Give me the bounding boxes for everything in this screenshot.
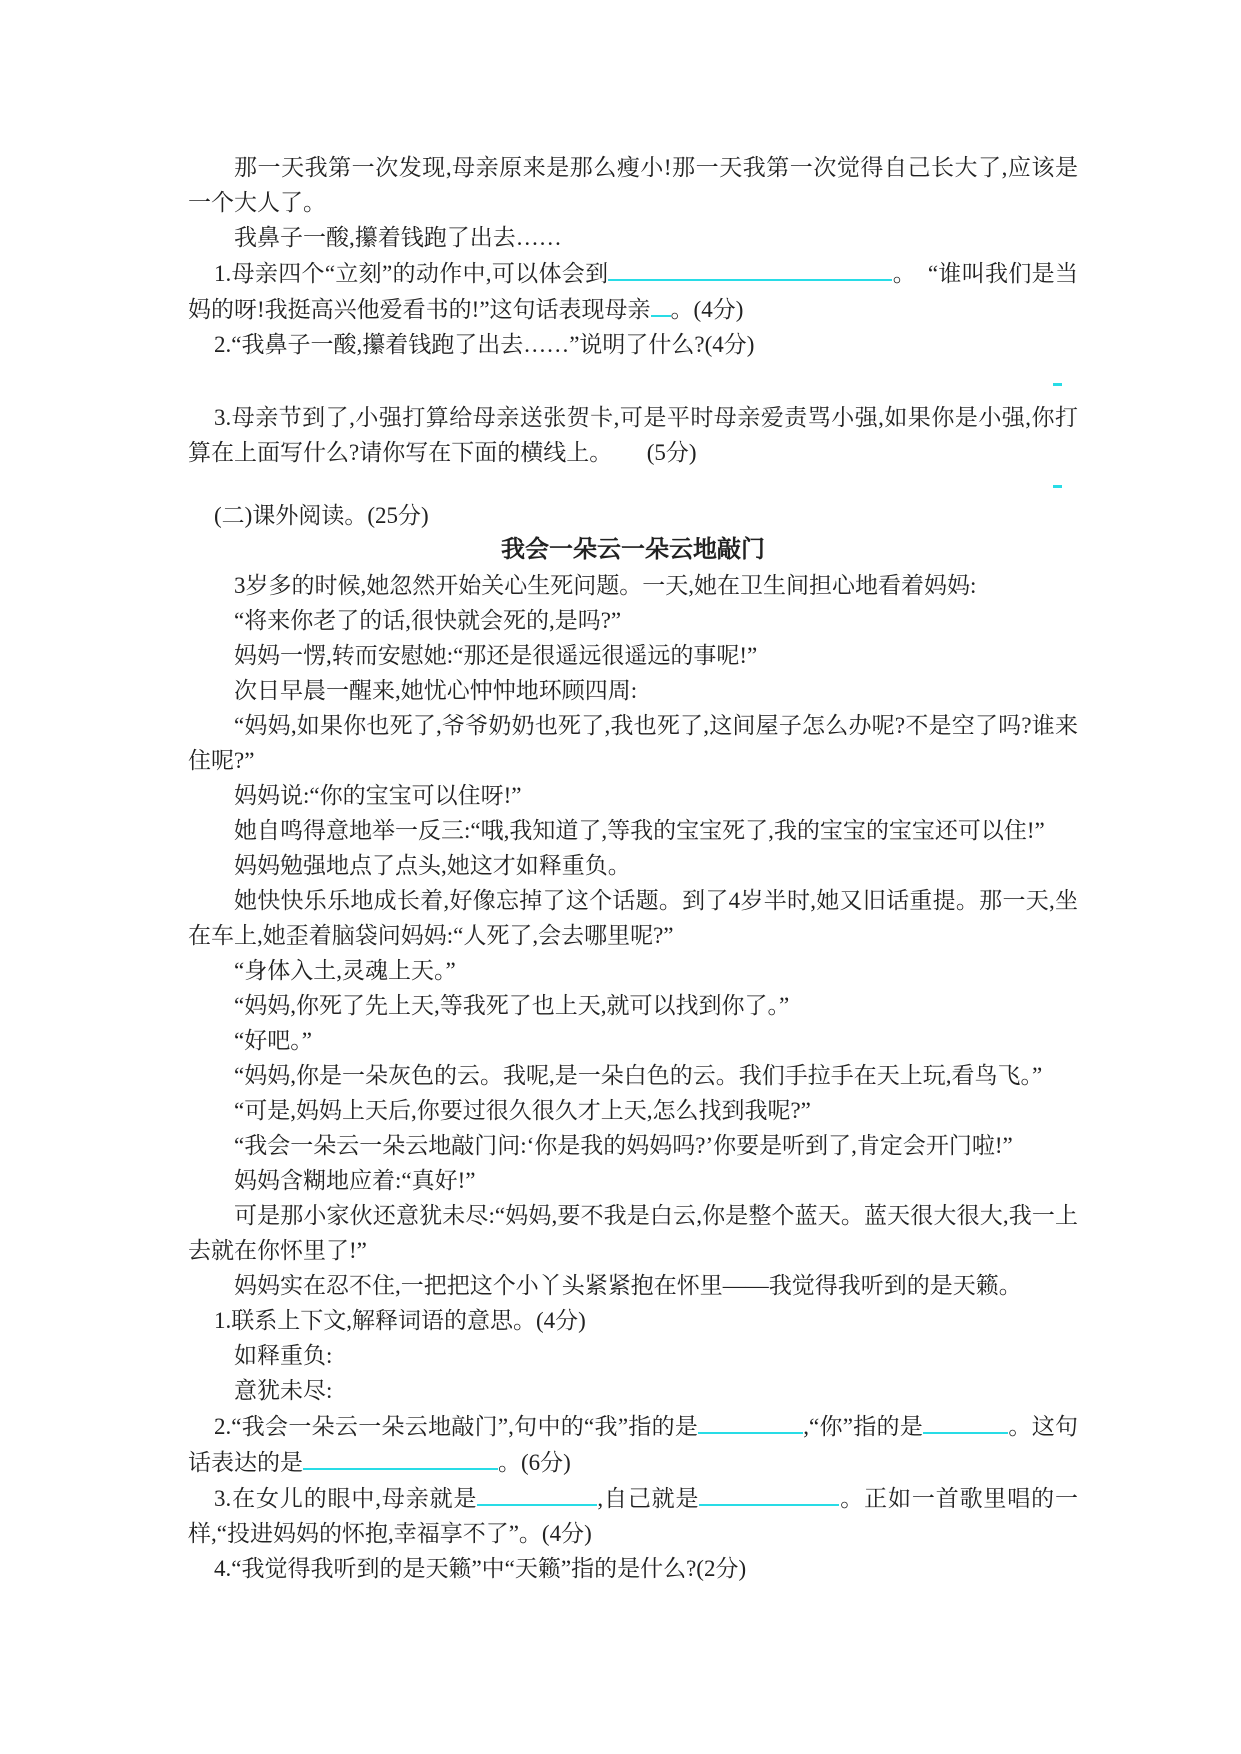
reading2-par5 <box>188 708 1078 778</box>
text-run: 次日早晨一醒来,她忧心忡忡地环顾四周: <box>234 678 638 703</box>
stray-answer-line-mark <box>1053 383 1062 386</box>
text-run: 3岁多的时候,她忽然开始关心生死问题。一天,她在卫生间担心地看着妈妈: <box>234 573 977 598</box>
reading2-par11 <box>188 988 1078 1023</box>
text-run: 3.在女儿的眼中,母亲就是 <box>214 1486 478 1511</box>
text-run: 她快快乐乐地成长着,好像忘掉了这个话题。到了4岁半时,她又旧话重提。那一天,坐在车上,她歪着脑袋问妈妈:“人死了,会去哪里呢?” <box>188 888 1078 948</box>
reading2-par15 <box>188 1128 1078 1163</box>
text-run: 如释重负: <box>234 1343 333 1368</box>
reading2-par9 <box>188 883 1078 953</box>
text-run: 妈妈实在忍不住,一把把这个小丫头紧紧抱在怀里——我觉得我听到的是天籁。 <box>234 1273 1022 1298</box>
reading2-par12 <box>188 1023 1078 1058</box>
text-run: 。这句话表达的是 <box>188 1414 1078 1475</box>
text-run: ,“你”指的是 <box>803 1414 924 1439</box>
text-run: 。(6分) <box>498 1450 571 1475</box>
reading2-par8 <box>188 848 1078 883</box>
reading1-question3-answer-space <box>188 470 1078 498</box>
text-run: 2.“我会一朵云一朵云地敲门”,句中的“我”指的是 <box>214 1414 699 1439</box>
reading1-passage-par2 <box>188 220 1078 255</box>
text-run: 妈妈一愣,转而安慰她:“那还是很遥远很遥远的事呢!” <box>234 643 758 668</box>
answer-blank[interactable] <box>651 291 671 317</box>
answer-blank[interactable] <box>923 1408 1008 1434</box>
reading2-par7 <box>188 813 1078 848</box>
text-run: 可是那小家伙还意犹未尽:“妈妈,要不我是白云,你是整个蓝天。蓝天很大很大,我一上去就在你怀里了!” <box>188 1203 1078 1263</box>
answer-blank[interactable] <box>303 1444 498 1470</box>
text-run: 妈妈含糊地应着:“真好!” <box>234 1168 476 1193</box>
text-run: (二)课外阅读。(25分) <box>214 503 429 528</box>
reading2-passage-title <box>188 533 1078 568</box>
reading2-par18 <box>188 1268 1078 1303</box>
text-run: 我鼻子一酸,攥着钱跑了出去…… <box>234 225 562 250</box>
text-run: 。(4分) <box>670 297 744 322</box>
answer-blank[interactable] <box>608 255 892 281</box>
reading2-par6 <box>188 778 1078 813</box>
text-run: “将来你老了的话,很快就会死的,是吗?” <box>234 608 622 633</box>
reading2-par4 <box>188 673 1078 708</box>
passage-title-text: 我会一朵云一朵云地敲门 <box>501 537 765 563</box>
text-run: ,自己就是 <box>597 1486 700 1511</box>
text-run: “可是,妈妈上天后,你要过很久很久才上天,怎么找到我呢?” <box>234 1098 811 1123</box>
text-run: “我会一朵云一朵云地敲门问:‘你是我的妈妈吗?’你要是听到了,肯定会开门啦!” <box>234 1133 1013 1158</box>
reading2-question4 <box>188 1551 1078 1586</box>
text-run: 1.联系上下文,解释词语的意思。(4分) <box>214 1308 586 1333</box>
reading2-par14 <box>188 1093 1078 1128</box>
text-run: “妈妈,如果你也死了,爷爷奶奶也死了,我也死了,这间屋子怎么办呢?不是空了吗?谁来住呢?” <box>188 713 1078 773</box>
text-run: 2.“我鼻子一酸,攥着钱跑了出去……”说明了什么?(4分) <box>214 332 755 357</box>
reading2-question1 <box>188 1303 1078 1338</box>
reading1-question2-answer-space <box>188 362 1078 400</box>
reading1-question1 <box>188 255 1078 327</box>
reading2-par3 <box>188 638 1078 673</box>
text-run: 1.母亲四个“立刻”的动作中,可以体会到 <box>214 261 609 286</box>
section2-heading <box>188 498 1078 533</box>
document-body <box>188 150 1078 1586</box>
text-run: “好吧。” <box>234 1028 312 1053</box>
reading1-question2 <box>188 327 1078 362</box>
reading2-par13 <box>188 1058 1078 1093</box>
text-run: 意犹未尽: <box>234 1378 333 1403</box>
text-run: 她自鸣得意地举一反三:“哦,我知道了,等我的宝宝死了,我的宝宝的宝宝还可以住!” <box>234 818 1045 843</box>
answer-blank[interactable] <box>698 1408 803 1434</box>
text-run: 妈妈勉强地点了点头,她这才如释重负。 <box>234 853 631 878</box>
reading2-par17 <box>188 1198 1078 1268</box>
text-run: “身体入土,灵魂上天。” <box>234 958 456 983</box>
text-run: 3.母亲节到了,小强打算给母亲送张贺卡,可是平时母亲爱责骂小强,如果你是小强,你打算在上面写什么?请你写在下面的横线上。 (5分) <box>188 405 1078 465</box>
text-run: “妈妈,你死了先上天,等我死了也上天,就可以找到你了。” <box>234 993 790 1018</box>
reading2-par1 <box>188 568 1078 603</box>
answer-blank[interactable] <box>477 1480 597 1506</box>
text-run: 4.“我觉得我听到的是天籁”中“天籁”指的是什么?(2分) <box>214 1556 747 1581</box>
reading2-question3 <box>188 1480 1078 1551</box>
reading2-question1-word1 <box>188 1338 1078 1373</box>
stray-answer-line-mark <box>1053 485 1062 488</box>
text-run: 。正如一首歌里唱的一样,“投进妈妈的怀抱,幸福享不了”。(4分) <box>188 1486 1079 1546</box>
text-run: “妈妈,你是一朵灰色的云。我呢,是一朵白色的云。我们手拉手在天上玩,看鸟飞。” <box>234 1063 1043 1088</box>
reading2-question2 <box>188 1408 1078 1480</box>
answer-blank[interactable] <box>699 1480 839 1506</box>
text-run: 那一天我第一次发现,母亲原来是那么瘦小!那一天我第一次觉得自己长大了,应该是一个大人了。 <box>188 155 1078 215</box>
reading2-par10 <box>188 953 1078 988</box>
reading2-par16 <box>188 1163 1078 1198</box>
reading1-question3 <box>188 400 1078 470</box>
text-run: 妈妈说:“你的宝宝可以住呀!” <box>234 783 522 808</box>
reading2-par2 <box>188 603 1078 638</box>
text-run: 。 “谁叫我们是当妈的呀!我挺高兴他爱看书的!”这句话表现母亲 <box>188 261 1078 322</box>
reading2-question1-word2 <box>188 1373 1078 1408</box>
reading1-passage-par1 <box>188 150 1078 220</box>
